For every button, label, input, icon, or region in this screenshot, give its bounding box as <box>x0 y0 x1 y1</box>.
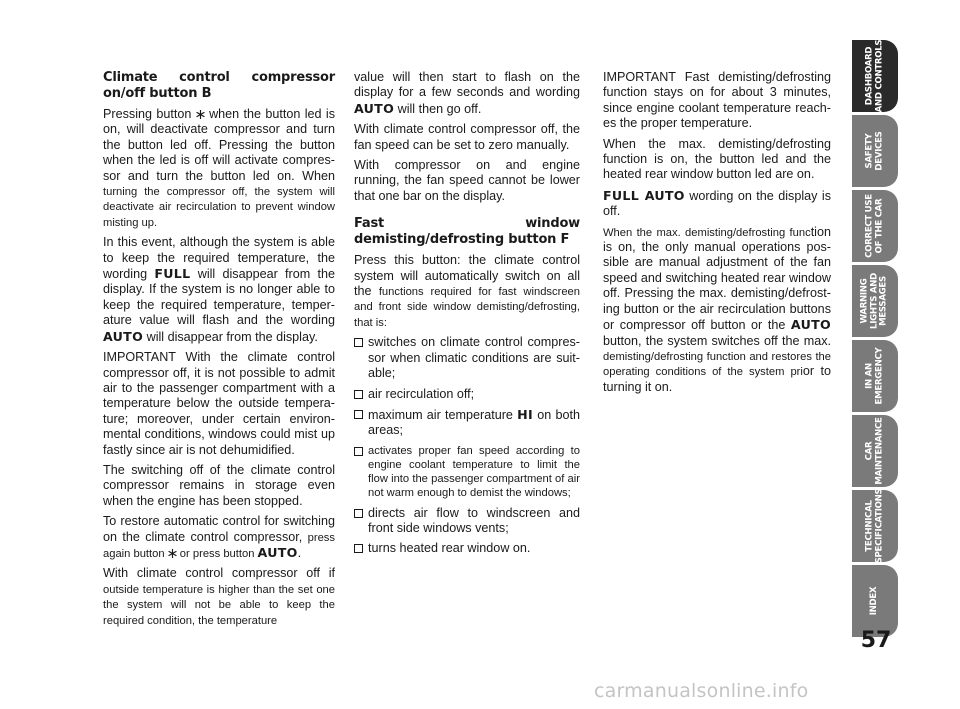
tab-emergency[interactable]: IN AN EMERGENCY <box>852 340 898 412</box>
checkbox-bullet-icon <box>354 544 363 553</box>
checkbox-bullet-icon <box>354 410 363 419</box>
column-2 <box>354 70 580 562</box>
list-item: activates proper fan speed according to engine coolant temperature to limit the flow into the passenger compartment of air not warm enough to demist the windows; <box>354 444 580 501</box>
list-item: air recirculation off; <box>354 387 580 402</box>
tab-safety-devices[interactable]: SAFETY DEVICES <box>852 115 898 187</box>
compressor-heading: Climate control compressor on/off button B <box>103 70 335 101</box>
list-item: turns heated rear window on. <box>354 541 580 556</box>
display-paragraph-2: With climate control compressor off, the fan speed can be set to zero manually. <box>354 122 580 152</box>
compressor-paragraph-4: The switching off of the climate control compressor remains in storage even when the engine has been stopped. <box>103 462 335 508</box>
list-item: switches on climate control compressor when climatic conditions are suitable; <box>354 335 580 381</box>
compressor-paragraph-6: With climate control compressor off if outside temperature is higher than the set one the system will not be able to keep the required condition, the temperature <box>103 566 335 627</box>
compressor-important-note: IMPORTANT With the climate control compressor off, it is not possible to admit air to the passenger compartment with a temperature below the outside temperature; moreover, under certain environmental conditions, windows could mist up fastly since air is not dehumidified. <box>103 350 335 457</box>
demisting-intro: Press this button: the climate control system will automatically switch on all the functions required for fast windscreen and front side window demisting/defrosting, that is: <box>354 253 580 329</box>
snowflake-icon <box>168 549 177 558</box>
compressor-paragraph-2: In this event, although the system is able to keep the required temperature, the wording FULL will disappear from the display. If the system is no longer able to keep the required temperature, temperature value will flash and the wording AUTO will disappear from the display. <box>103 235 335 344</box>
page-number: 57 <box>860 628 892 653</box>
tab-technical-specifications[interactable]: TECHNICAL SPECIFICATIONS <box>852 490 898 562</box>
checkbox-bullet-icon <box>354 390 363 399</box>
column-1 <box>103 70 335 633</box>
display-paragraph-1: value will then start to flash on the display for a few seconds and wording AUTO will then go off. <box>354 70 580 116</box>
demisting-function-list <box>354 335 580 556</box>
column-3 <box>603 70 831 400</box>
tab-car-maintenance[interactable]: CAR MAINTENANCE <box>852 415 898 487</box>
tab-index[interactable]: INDEX <box>852 565 898 637</box>
tab-dashboard-and-controls[interactable]: DASHBOARD AND CONTROLS <box>852 40 898 112</box>
demisting-important-note: IMPORTANT Fast demisting/defrosting function stays on for about 3 minutes, since engine coolant temperature reaches the proper temperature. <box>603 70 831 131</box>
checkbox-bullet-icon <box>354 338 363 347</box>
checkbox-bullet-icon <box>354 447 363 456</box>
demisting-led-paragraph: When the max. demisting/defrosting function is on, the button led and the heated rear window button led are on. <box>603 136 831 182</box>
display-paragraph-3: With compressor on and engine running, the fan speed cannot be lower that one bar on the display. <box>354 158 580 203</box>
compressor-paragraph-1: Pressing button when the button led is on, will deactivate compressor and turn the button led off. Pressing the button when the led is off will activate compressor and turn the button led on. When turning the compressor off, the system will deactivate air recirculation to prevent window misting up. <box>103 107 335 229</box>
tab-warning-lights[interactable]: WARNING LIGHTS AND MESSAGES <box>852 265 898 337</box>
checkbox-bullet-icon <box>354 509 363 518</box>
tab-correct-use[interactable]: CORRECT USE OF THE CAR <box>852 190 898 262</box>
manual-operations-paragraph: When the max. demisting/defrosting function is on, the only manual operations possible are manual adjustment of the fan speed and switching heated rear window off. Pressing the max. demisting/defrosting button or the air recirculation buttons or compressor off button or the AUTO button, the system switches off the max. demisting/defrosting function and restores the operating conditions of the system prior to turning it on. <box>603 224 831 394</box>
full-auto-paragraph: FULL AUTO wording on the display is off. <box>603 187 831 219</box>
compressor-paragraph-5: To restore automatic control for switching on the climate control compressor, press again button or press button AUTO. <box>103 514 335 560</box>
watermark: carmanualsonline.info <box>594 680 809 702</box>
demisting-heading: Fast window demisting/defrosting button F <box>354 216 580 248</box>
list-item: directs air flow to windscreen and front side windows vents; <box>354 506 580 537</box>
list-item: maximum air temperature HI on both areas; <box>354 407 580 439</box>
snowflake-icon <box>196 110 205 119</box>
